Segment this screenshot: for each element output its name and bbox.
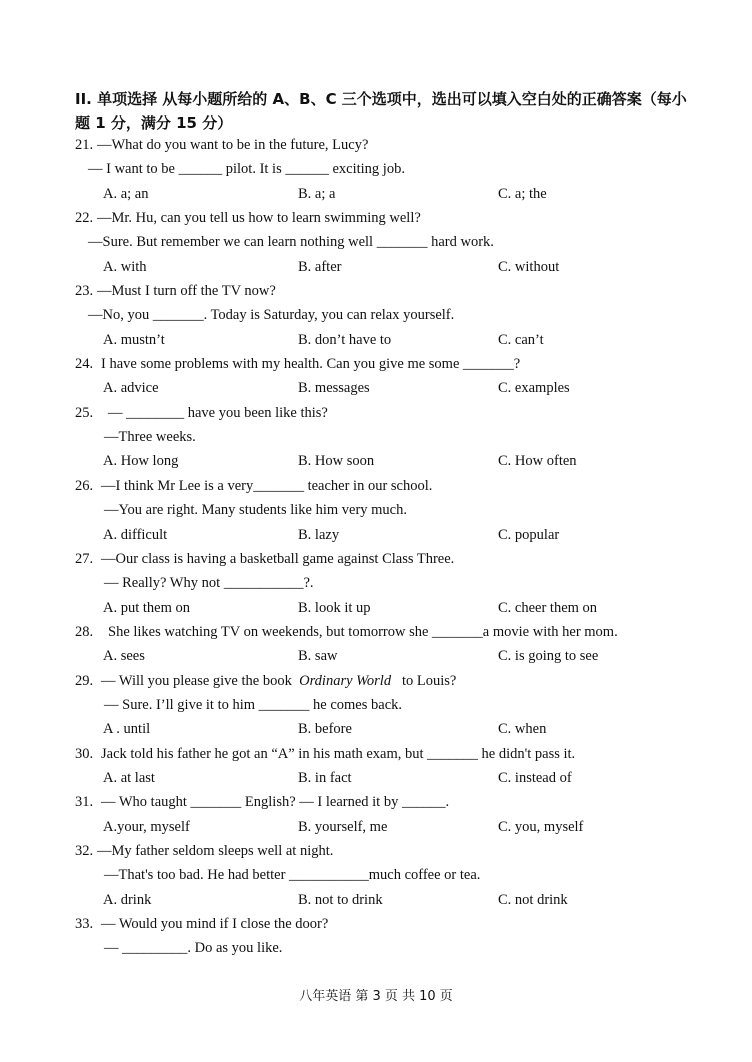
question-25: [0, 401, 752, 425]
stem-start: — Will you please give the book: [101, 672, 292, 689]
option-c[interactable]: C. when: [498, 721, 547, 738]
option-b[interactable]: B. yourself, me: [298, 818, 388, 835]
option-b[interactable]: B. How soon: [298, 453, 375, 470]
question-line: —Three weeks.: [104, 429, 196, 446]
question-number: 22.: [75, 210, 94, 227]
question-number: 30.: [75, 745, 94, 762]
option-c[interactable]: C. a; the: [498, 185, 547, 202]
question-stem: Jack told his father he got an “A” in his math exam, but _______ he didn't pass it.: [101, 745, 576, 762]
option-b[interactable]: B. messages: [298, 380, 370, 397]
question-number: 33.: [75, 916, 94, 932]
option-b[interactable]: B. a; a: [298, 185, 336, 202]
book-title: Ordinary World: [299, 672, 392, 689]
option-b[interactable]: B. don’t have to: [298, 331, 392, 348]
question-21: [0, 133, 752, 157]
option-a[interactable]: A. difficult: [103, 526, 168, 543]
question-stem: — Would you mind if I close the door?: [101, 916, 329, 932]
option-c[interactable]: C. popular: [498, 526, 560, 543]
question-stem: —My father seldom sleeps well at night.: [97, 842, 334, 859]
option-c[interactable]: C. can’t: [498, 331, 544, 348]
question-number: 27.: [75, 550, 94, 567]
question-line: — _________. Do as you like.: [104, 940, 283, 957]
option-a[interactable]: A. put them on: [103, 599, 190, 616]
option-a[interactable]: A . until: [103, 721, 151, 738]
question-22: [0, 206, 752, 230]
option-a[interactable]: A.your, myself: [103, 818, 190, 835]
option-b[interactable]: B. not to drink: [298, 891, 383, 908]
option-b[interactable]: B. look it up: [298, 599, 371, 616]
question-number: 29.: [75, 672, 94, 689]
question-number: 21.: [75, 137, 94, 153]
question-list: [0, 133, 752, 961]
question-27: [0, 547, 752, 571]
option-a[interactable]: A. advice: [103, 380, 159, 397]
question-stem: —I think Mr Lee is a very_______ teacher in our school.: [101, 477, 433, 494]
question-number: 28.: [75, 623, 94, 640]
question-line: — Really? Why not ___________?.: [104, 575, 314, 592]
option-c[interactable]: C. without: [498, 258, 560, 275]
option-b[interactable]: B. saw: [298, 648, 338, 665]
question-number: 32.: [75, 842, 94, 859]
option-a[interactable]: A. sees: [103, 648, 145, 665]
question-24: [0, 352, 752, 376]
question-stem: She likes watching TV on weekends, but tomorrow she _______a movie with her mom.: [108, 623, 618, 640]
question-line: —You are right. Many students like him very much.: [104, 502, 407, 519]
question-number: 31.: [75, 794, 94, 811]
option-c[interactable]: C. How often: [498, 453, 577, 470]
option-a[interactable]: A. at last: [103, 769, 155, 786]
question-stem: —Mr. Hu, can you tell us how to learn swimming well?: [97, 210, 421, 227]
option-b[interactable]: B. before: [298, 721, 352, 738]
question-line: —Sure. But remember we can learn nothing well _______ hard work.: [88, 234, 494, 251]
question-stem: —Our class is having a basketball game against Class Three.: [101, 550, 455, 567]
question-stem: — ________ have you been like this?: [108, 404, 328, 421]
question-26: [0, 474, 752, 498]
option-a[interactable]: A. How long: [103, 453, 179, 470]
option-b[interactable]: B. lazy: [298, 526, 340, 543]
question-32: [0, 839, 752, 863]
option-c[interactable]: C. cheer them on: [498, 599, 598, 616]
option-a[interactable]: A. with: [103, 258, 147, 275]
question-number: 24.: [75, 356, 94, 373]
option-a[interactable]: A. drink: [103, 891, 152, 908]
option-c[interactable]: C. you, myself: [498, 818, 584, 835]
question-30: [0, 742, 752, 766]
page-footer: 八年英语 第 3 页 共 10 页: [299, 989, 453, 1004]
question-33: [0, 912, 752, 936]
question-number: 23.: [75, 283, 94, 300]
question-stem: — Who taught _______ English? — I learned it by ______.: [101, 794, 450, 811]
option-c[interactable]: C. examples: [498, 380, 570, 397]
question-31: [0, 790, 752, 814]
question-number: 25.: [75, 404, 94, 421]
option-c[interactable]: C. not drink: [498, 891, 568, 908]
option-c[interactable]: C. is going to see: [498, 648, 599, 665]
option-c[interactable]: C. instead of: [498, 769, 572, 786]
question-stem: —What do you want to be in the future, Lucy?: [97, 137, 369, 153]
question-stem: I have some problems with my health. Can you give me some _______?: [101, 356, 521, 373]
question-line: —That's too bad. He had better ___________much coffee or tea.: [104, 867, 481, 884]
question-stem: [101, 669, 456, 693]
question-stem: —Must I turn off the TV now?: [97, 283, 276, 300]
question-29: [0, 669, 752, 693]
question-line: — Sure. I’ll give it to him _______ he comes back.: [104, 696, 403, 713]
question-28: [0, 620, 752, 644]
option-a[interactable]: A. a; an: [103, 185, 149, 202]
question-line: —No, you _______. Today is Saturday, you can relax yourself.: [88, 307, 455, 324]
question-line: — I want to be ______ pilot. It is ______ exciting job.: [88, 161, 405, 178]
option-a[interactable]: A. mustn’t: [103, 331, 165, 348]
stem-end: to Louis?: [401, 672, 457, 689]
option-b[interactable]: B. in fact: [298, 769, 352, 786]
section-title: II. 单项选择 从每小题所给的 A、B、C 三个选项中，选出可以填入空白处的正确答案（每小题 1 分，满分 15 分）: [75, 90, 687, 132]
question-23: [0, 279, 752, 303]
question-number: 26.: [75, 477, 94, 494]
option-b[interactable]: B. after: [298, 258, 342, 275]
